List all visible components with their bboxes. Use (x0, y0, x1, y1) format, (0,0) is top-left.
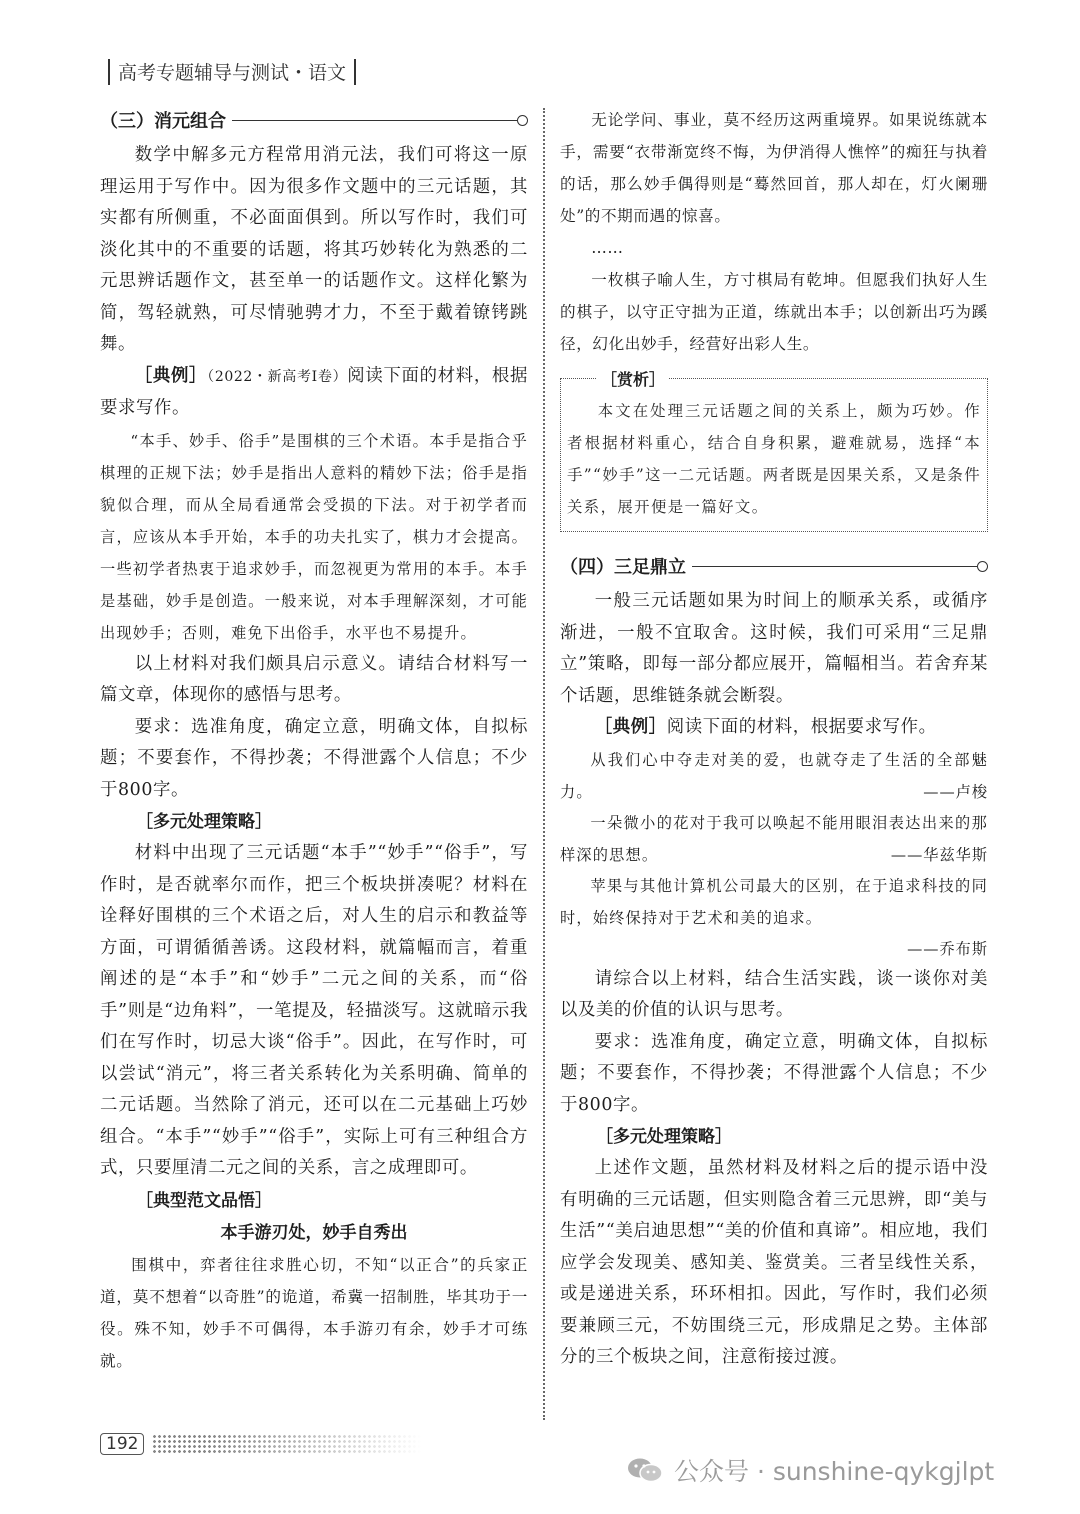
model-essay-heading: ［典型范文品悟］ (136, 1190, 272, 1211)
header-bar-right (354, 59, 356, 85)
quote-attribution: ——华兹华斯 (890, 845, 988, 864)
requirements: 要求：选准角度，确定立意，明确文体，自拟标题；不要套作，不得抄袭；不得泄露个人信息；不少于800字。 (560, 1031, 988, 1115)
material-quote: “本手、妙手、俗手”是围棋的三个术语。本手是指合乎棋理的正规下法；妙手是指出人意料的精妙下法；俗手是指貌似合理，而从全局看通常会受损的下法。对于初学者而言，应该从本手开始，本手的功夫扎实了，棋力才会提高。一些初学者热衷于追求妙手，而忽视更为常用的本手。本手是基础，妙手是创造。一般来说，对本手理解深刻，才可能出现妙手；否则，难免下出俗手，水平也不易提升。 (100, 431, 528, 642)
watermark-text: 公众号 · sunshine-qykgjlpt (674, 1457, 995, 1486)
section-3-title: （三）消元组合 (100, 111, 226, 132)
footer-dot-pattern (152, 1434, 422, 1454)
heading-rule-end-icon (517, 115, 528, 126)
example-tag: ［典例］ (594, 717, 667, 737)
left-column (100, 104, 528, 1377)
paragraph: 数学中解多元方程常用消元法，我们可将这一原理运用于写作中。因为很多作文题中的三元话题，其实都有所侧重，不必面面俱到。所以写作时，我们可淡化其中的不重要的话题，将其巧妙转化为熟悉的二元思辨话题作文，甚至单一的话题作文。这样化繁为简，驾轻就熟，可尽情驰骋才力，不至于戴着镣铐跳舞。 (100, 145, 528, 354)
example-intro (560, 712, 988, 744)
page-number: 192 (100, 1433, 144, 1455)
watermark (626, 1452, 994, 1488)
essay-paragraph: 一枚棋子喻人生，方寸棋局有乾坤。但愿我们执好人生的棋子，以守正守拙为正道，练就出本手；以创新出巧为蹊径，幻化出妙手，经营好出彩人生。 (560, 271, 988, 353)
ellipsis: …… (591, 239, 624, 257)
paragraph: 材料中出现了三元话题“本手”“妙手”“俗手”，写作时，是否就率尔而作，把三个板块拼凑呢？材料在诠释好围棋的三个术语之后，对人生的启示和教益等方面，可谓循循善诱。这段材料，就篇幅而言，着重阐述的是“本手”和“妙手”二元之间的关系，而“俗手”则是“边角料”，一笔提及，轻描淡写。这就暗示我们在写作时，切忌大谈“俗手”。因此，在写作时，可以尝试“消元”，将三者关系转化为关系明确、简单的二元话题。当然除了消元，还可以在二元基础上巧妙组合。“本手”“妙手”“俗手”，实际上可有三种组合方式，只要厘清二元之间的关系，言之成理即可。 (100, 843, 528, 1178)
quote-attribution: ——卢梭 (923, 782, 988, 801)
paragraph: 上述作文题，虽然材料及材料之后的提示语中没有明确的三元话题，但实则隐含着三元思辨，即“美与生活”“美启迪思想”“美的价值和真谛”。相应地，我们应学会发现美、感知美、鉴赏美。三者呈线性关系，或是递进关系，环环相扣。因此，写作时，我们必须要兼顾三元，不妨围绕三元，形成鼎足之势。主体部分的三个板块之间，注意衔接过渡。 (560, 1158, 988, 1367)
example-intro (100, 361, 528, 425)
example-instruction: 阅读下面的材料，根据要求写作。 (666, 717, 937, 737)
essay-paragraph: 围棋中，弈者往往求胜心切，不知“以正合”的兵家正道，莫不想着“以奇胜”的诡道，希冀一招制胜，毕其功于一役。殊不知，妙手不可偶得，本手游刃有余，妙手才可练就。 (100, 1255, 528, 1370)
section-3-heading (100, 104, 528, 136)
example-source: （2022・新高考Ⅰ卷） (207, 368, 348, 385)
section-4-title: （四）三足鼎立 (560, 557, 686, 578)
requirements: 要求：选准角度，确定立意，明确文体，自拟标题；不要套作，不得抄袭；不得泄露个人信息；不少于800字。 (100, 716, 528, 800)
header-bar-left (108, 59, 110, 85)
example-instruction: 阅读下面的材料，根据要求写作。 (100, 365, 529, 418)
column-divider (543, 108, 545, 1420)
essay-paragraph: 无论学问、事业，莫不经历这两重境界。如果说练就本手，需要“衣带渐宽终不悔，为伊消得人憔悴”的痴狂与执着的话，那么妙手偶得则是“蓦然回首，那人却在，灯火阑珊处”的不期而遇的惊喜。 (560, 111, 988, 225)
appraisal-text: 本文在处理三元话题之间的关系上，颇为巧妙。作者根据材料重心，结合自身积累，避难就易，选择“本手”“妙手”这一二元话题。两者既是因果关系，又是条件关系，展开便是一篇好文。 (567, 402, 981, 516)
quote-rousseau: 从我们心中夺走对美的爱，也就夺走了生活的全部魅力。 (560, 750, 988, 801)
heading-rule-end-icon (977, 561, 988, 572)
page-footer (100, 1433, 422, 1455)
paragraph: 一般三元话题如果为时间上的顺承关系，或循序渐进，一般不宜取舍。这时候，我们可采用“三足鼎立”策略，即每一部分都应展开，篇幅相当。若舍弃某个话题，思维链条就会断裂。 (560, 591, 988, 706)
paragraph: 请综合以上材料，结合生活实践，谈一谈你对美以及美的价值的认识与思考。 (560, 968, 988, 1020)
right-column (560, 104, 988, 1374)
quote-wordsworth: 一朵微小的花对于我可以唤起不能用眼泪表达出来的那样深的思想。 (560, 813, 988, 864)
appraisal-label: ［赏析］ (597, 367, 669, 390)
heading-rule (232, 120, 517, 121)
quote-attribution: ——乔布斯 (907, 939, 988, 958)
heading-rule (692, 566, 977, 567)
quote-jobs: 苹果与其他计算机公司最大的区别，在于追求科技的同时，始终保持对于艺术和美的追求。 (560, 876, 988, 927)
essay-title: 本手游刃处，妙手自秀出 (220, 1222, 408, 1243)
section-4-heading (560, 550, 988, 582)
wechat-icon (626, 1457, 664, 1483)
running-header (100, 58, 364, 85)
header-title: 高考专题辅导与测试・语文 (118, 62, 347, 84)
paragraph: 以上材料对我们颇具启示意义。请结合材料写一篇文章，体现你的感悟与思考。 (100, 653, 528, 705)
strategy-heading: ［多元处理策略］ (596, 1127, 732, 1147)
example-tag: ［典例］ (134, 365, 208, 386)
strategy-heading: ［多元处理策略］ (136, 812, 272, 832)
appraisal-box (560, 370, 988, 532)
